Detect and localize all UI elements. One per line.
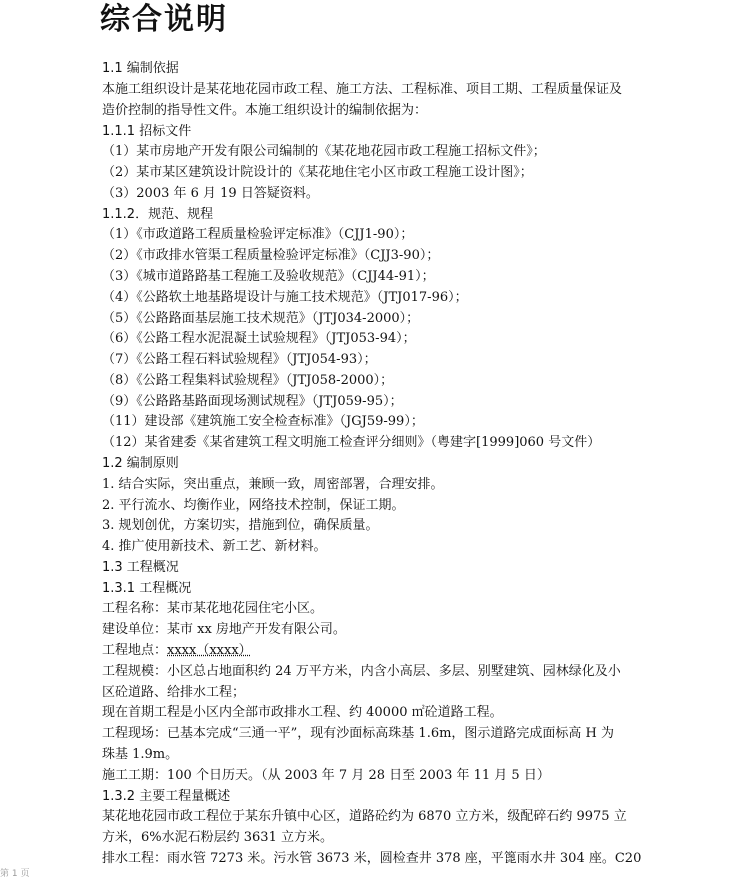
list-item: 3. 规划创优，方案切实，措施到位，确保质量。 <box>102 518 379 533</box>
list-item: （9）《公路路基路面现场测试规程》（JTJ059-95）； <box>102 394 403 409</box>
site-value: xxxx（xxxx） <box>167 643 252 658</box>
list-item: 1. 结合实际，突出重点，兼顾一致，周密部署，合理安排。 <box>102 477 444 492</box>
section-heading: 1.3 工程概况 <box>102 560 179 575</box>
list-item: （11）建设部《建筑施工安全检查标准》（JGJ59-99）； <box>102 414 424 429</box>
paragraph-line: 本施工组织设计是某花地花园市政工程、施工方法、工程标准、项目工期、工程质量保证及 <box>102 82 623 97</box>
paragraph-line: 现在首期工程是小区内全部市政排水工程、约 40000 ㎡砼道路工程。 <box>102 705 503 720</box>
list-item: （4）《公路软土地基路堤设计与施工技术规范》（JTJ017-96）； <box>102 290 468 305</box>
list-item: （1）《市政道路工程质量检验评定标准》（CJJ1-90）； <box>102 227 414 242</box>
paragraph-line: 建设单位：某市 xx 房地产开发有限公司。 <box>102 622 346 637</box>
site-label: 工程地点： <box>102 643 168 658</box>
list-item: （6）《公路工程水泥混凝土试验规程》（JTJ053-94）； <box>102 331 416 346</box>
section-heading: 1.3.1 工程概况 <box>102 581 192 596</box>
paragraph-line: 珠基 1.9m。 <box>102 747 179 762</box>
paragraph-line: 工程名称：某市某花地花园住宅小区。 <box>102 601 324 616</box>
list-item: （2）某市某区建筑设计院设计的《某花地住宅小区市政工程施工设计图》； <box>102 165 533 180</box>
list-item: （7）《公路工程石料试验规程》（JTJ054-93）； <box>102 352 377 367</box>
paragraph-line: 工程现场：已基本完成“三通一平”，现有沙面标高珠基 1.6m，图示道路完成面标高 H 为 <box>102 726 615 741</box>
section-heading: 1.1 编制依据 <box>102 61 179 76</box>
list-item: （1）某市房地产开发有限公司编制的《某花地花园市政工程施工招标文件》； <box>102 144 546 159</box>
paragraph-line: 某花地花园市政工程位于某东升镇中心区，道路砼约为 6870 立方米，级配碎石约 9975 立 <box>102 809 627 824</box>
paragraph-line: 方米，6%水泥石粉层约 3631 立方米。 <box>102 830 333 845</box>
paragraph-line: 施工工期：100 个日历天。（从 2003 年 7 月 28 日至 2003 年 11 月 5 日） <box>102 768 550 783</box>
page-title: 综合说明 <box>100 2 228 37</box>
list-item: （3）2003 年 6 月 19 日答疑资料。 <box>102 186 319 201</box>
list-item: 2. 平行流水、均衡作业，网络技术控制，保证工期。 <box>102 498 405 513</box>
list-item: （2）《市政排水管渠工程质量检验评定标准》（CJJ3-90）； <box>102 248 440 263</box>
paragraph-line: 造价控制的指导性文件。本施工组织设计的编制依据为： <box>102 103 428 118</box>
paragraph-line: 排水工程：雨水管 7273 米。污水管 3673 米，圆检查井 378 座，平篦雨水井 304 座。C20 <box>102 851 642 866</box>
list-item: （3）《城市道路路基工程施工及验收规范》（CJJ44-91）； <box>102 269 435 284</box>
section-heading: 1.2 编制原则 <box>102 456 179 471</box>
list-item: （5）《公路路面基层施工技术规范》（JTJ034-2000）； <box>102 311 420 326</box>
section-heading: 1.1.2．规范、规程 <box>102 207 214 222</box>
paragraph-line: 工程规模：小区总占地面积约 24 万平方米，内含小高层、多层、别墅建筑、园林绿化及小 <box>102 664 621 679</box>
list-item: 4. 推广使用新技术、新工艺、新材料。 <box>102 539 327 554</box>
footer-fragment: 第 1 页 <box>0 869 30 879</box>
section-heading: 1.3.2 主要工程量概述 <box>102 789 231 804</box>
list-item: （8）《公路工程集料试验规程》（JTJ058-2000）； <box>102 373 394 388</box>
page-bottom-edge <box>0 868 749 877</box>
list-item: （12）某省建委《某省建筑工程文明施工检查评分细则》（粤建字[1999]060 号文件） <box>102 435 601 450</box>
paragraph-line <box>102 642 662 660</box>
section-heading: 1.1.1 招标文件 <box>102 124 192 139</box>
paragraph-line: 区砼道路、给排水工程； <box>102 685 246 700</box>
